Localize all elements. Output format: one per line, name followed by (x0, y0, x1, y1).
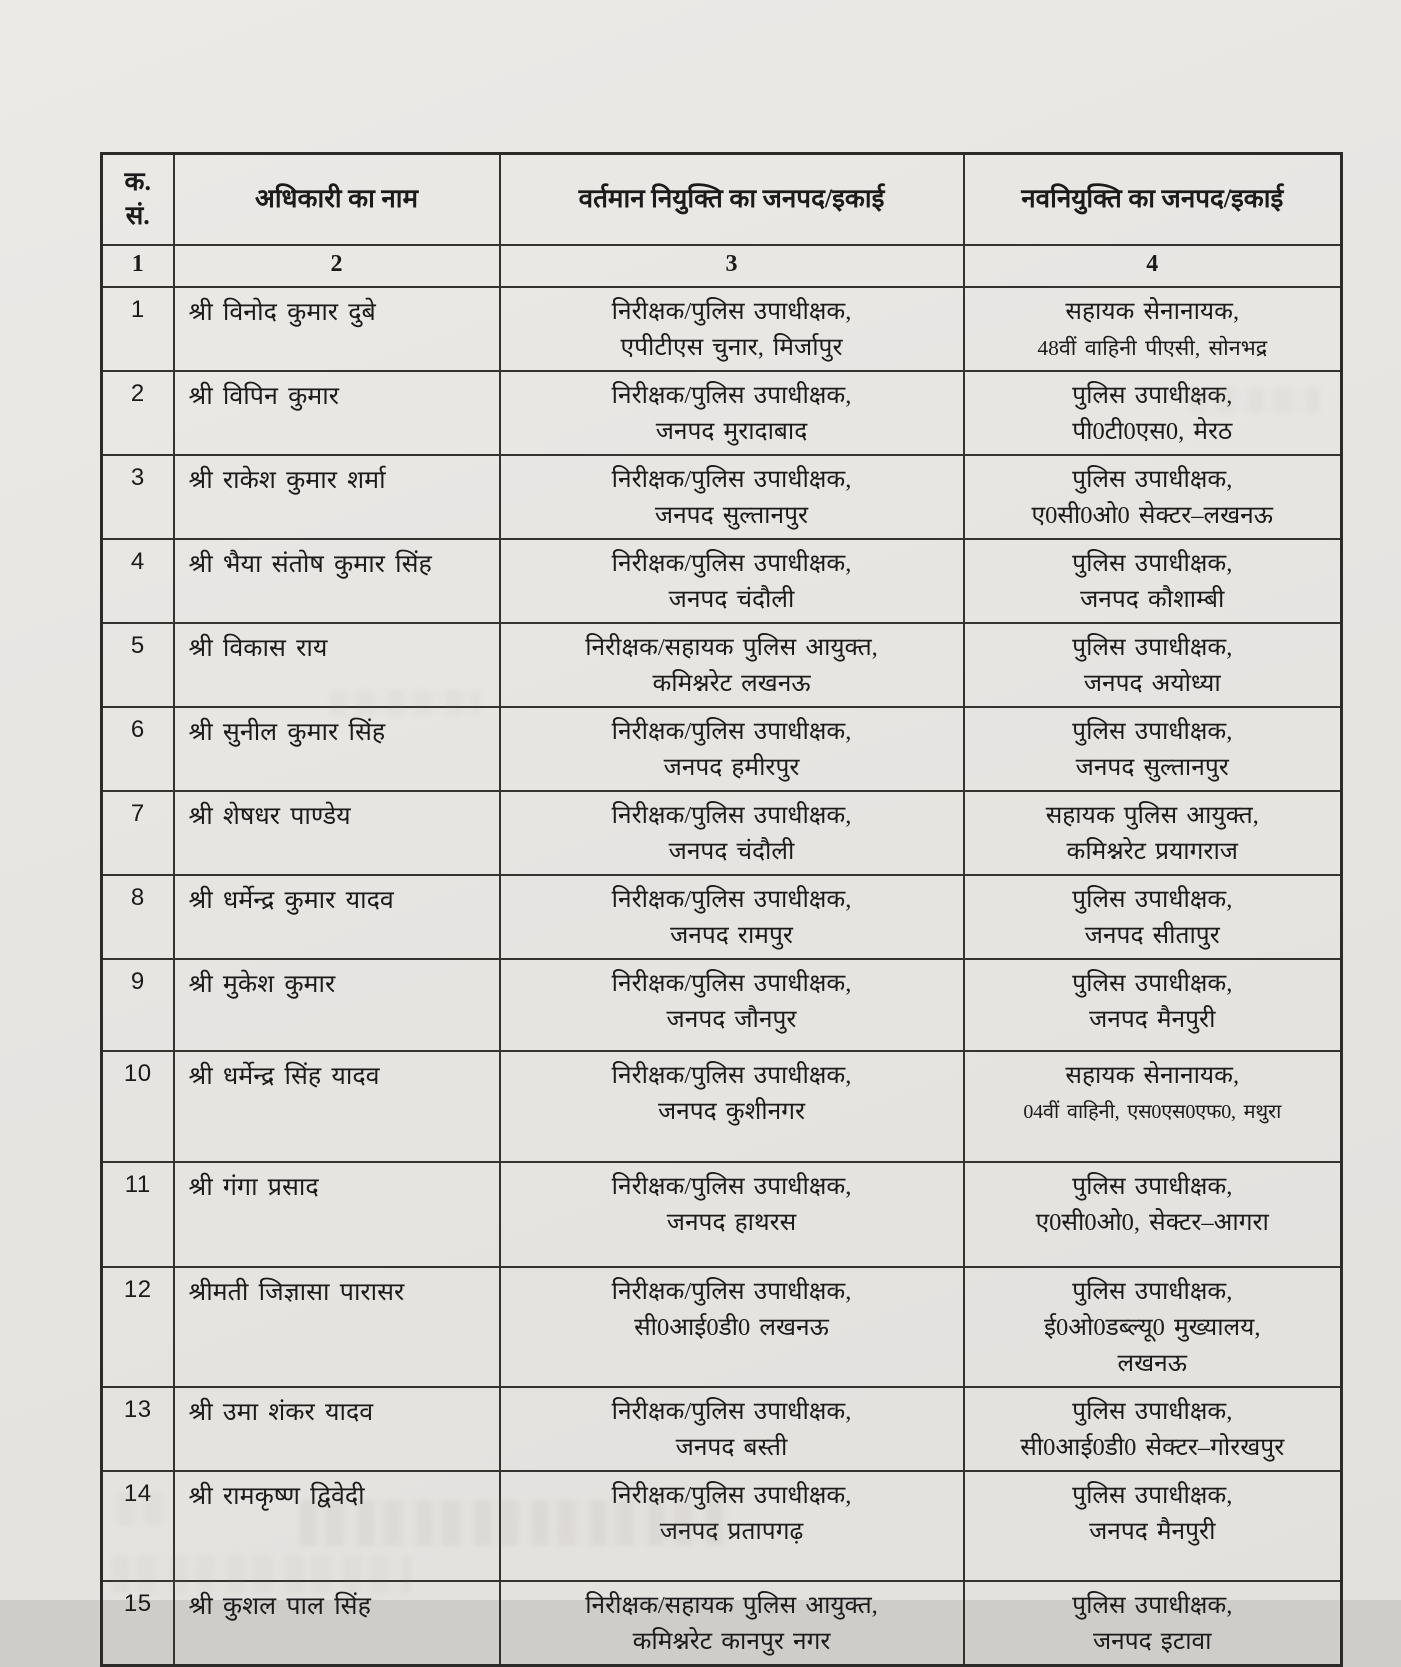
new-posting-cell (964, 539, 1342, 623)
current-posting-cell (500, 875, 964, 959)
officer-name-cell: श्रीमती जिज्ञासा पारासर (174, 1267, 500, 1387)
new-posting-cell (964, 455, 1342, 539)
column-number-cell: 4 (964, 245, 1342, 287)
posting-line: जनपद चंदौली (668, 837, 795, 865)
posting-line: पी0टी0एस0, मेरठ (1072, 417, 1233, 445)
posting-line: 04वीं वाहिनी, एस0एस0एफ0, मथुरा (1023, 1100, 1282, 1123)
posting-line: जनपद कौशाम्बी (1080, 585, 1225, 613)
table-row (102, 1471, 1342, 1581)
officer-name-cell: श्री विपिन कुमार (174, 371, 500, 455)
officer-name-cell: श्री उमा शंकर यादव (174, 1387, 500, 1471)
posting-line: जनपद रामपुर (670, 921, 793, 949)
posting-line: कमिश्नरेट लखनऊ (652, 669, 811, 697)
new-posting-cell (964, 1387, 1342, 1471)
posting-line: जनपद हमीरपुर (663, 753, 800, 781)
posting-line: निरीक्षक/पुलिस उपाधीक्षक, (611, 717, 852, 745)
serial-cell: 2 (102, 371, 174, 455)
posting-line: 48वीं वाहिनी पीएसी, सोनभद्र (1037, 335, 1268, 360)
header-serial-line: क. (124, 167, 151, 197)
table-row (102, 455, 1342, 539)
new-posting-cell (964, 959, 1342, 1051)
table-row (102, 539, 1342, 623)
table-row (102, 1267, 1342, 1387)
posting-line: जनपद इटावा (1092, 1627, 1212, 1655)
column-number-cell: 2 (174, 245, 500, 287)
posting-line: सहायक पुलिस आयुक्त, (1045, 801, 1259, 829)
posting-line: जनपद सीतापुर (1084, 921, 1220, 949)
header-new-posting-cell: नवनियुक्ति का जनपद/इकाई (964, 154, 1342, 245)
posting-line: जनपद सुल्तानपुर (1075, 753, 1229, 781)
serial-cell: 8 (102, 875, 174, 959)
posting-line: जनपद अयोध्या (1083, 669, 1221, 697)
posting-line: जनपद मुरादाबाद (655, 417, 808, 445)
posting-line: पुलिस उपाधीक्षक, (1072, 465, 1233, 493)
current-posting-cell (500, 455, 964, 539)
table-row (102, 623, 1342, 707)
officer-name-cell: श्री रामकृष्ण द्विवेदी (174, 1471, 500, 1581)
posting-line: जनपद बस्ती (675, 1433, 788, 1461)
posting-line: ई0ओ0डब्ल्यू0 मुख्यालय, (1044, 1313, 1261, 1341)
serial-cell: 1 (102, 287, 174, 371)
posting-line: सहायक सेनानायक, (1065, 1061, 1240, 1089)
posting-line: पुलिस उपाधीक्षक, (1072, 1397, 1233, 1425)
table-header (102, 154, 1342, 245)
posting-line: सहायक सेनानायक, (1065, 297, 1240, 325)
new-posting-cell (964, 875, 1342, 959)
current-posting-cell (500, 287, 964, 371)
posting-line: निरीक्षक/पुलिस उपाधीक्षक, (611, 381, 852, 409)
new-posting-cell (964, 623, 1342, 707)
new-posting-cell (964, 1267, 1342, 1387)
transfer-order-table (100, 152, 1343, 1667)
posting-line: पुलिस उपाधीक्षक, (1072, 1172, 1233, 1200)
current-posting-cell (500, 707, 964, 791)
serial-cell: 11 (102, 1162, 174, 1267)
posting-line: जनपद सुल्तानपुर (654, 501, 809, 529)
posting-line: कमिश्नरेट प्रयागराज (1066, 837, 1238, 865)
table-header-row (102, 154, 1342, 245)
current-posting-cell (500, 1471, 964, 1581)
posting-line: जनपद मैनपुरी (1089, 1517, 1216, 1545)
current-posting-cell (500, 1051, 964, 1162)
current-posting-cell (500, 371, 964, 455)
current-posting-cell (500, 959, 964, 1051)
table-row (102, 959, 1342, 1051)
posting-line: सी0आई0डी0 लखनऊ (634, 1313, 829, 1341)
officer-name-cell: श्री धर्मेन्द्र कुमार यादव (174, 875, 500, 959)
column-number-row (102, 245, 1342, 287)
serial-cell: 9 (102, 959, 174, 1051)
serial-cell: 6 (102, 707, 174, 791)
posting-line: निरीक्षक/पुलिस उपाधीक्षक, (611, 1481, 852, 1509)
serial-cell: 4 (102, 539, 174, 623)
officer-name-cell: श्री सुनील कुमार सिंह (174, 707, 500, 791)
posting-line: ए0सी0ओ0 सेक्टर–लखनऊ (1031, 501, 1273, 529)
posting-line: निरीक्षक/सहायक पुलिस आयुक्त, (585, 633, 878, 661)
officer-name-cell: श्री गंगा प्रसाद (174, 1162, 500, 1267)
posting-line: निरीक्षक/पुलिस उपाधीक्षक, (611, 1397, 852, 1425)
posting-line: पुलिस उपाधीक्षक, (1072, 1481, 1233, 1509)
officer-name-cell: श्री राकेश कुमार शर्मा (174, 455, 500, 539)
posting-line: निरीक्षक/पुलिस उपाधीक्षक, (611, 885, 852, 913)
serial-cell: 7 (102, 791, 174, 875)
posting-line: सी0आई0डी0 सेक्टर–गोरखपुर (1020, 1433, 1285, 1461)
new-posting-cell (964, 1471, 1342, 1581)
current-posting-cell (500, 623, 964, 707)
posting-line: निरीक्षक/पुलिस उपाधीक्षक, (611, 465, 852, 493)
column-number-cell: 3 (500, 245, 964, 287)
posting-line: पुलिस उपाधीक्षक, (1072, 1591, 1233, 1619)
new-posting-cell (964, 1162, 1342, 1267)
posting-line: पुलिस उपाधीक्षक, (1072, 633, 1233, 661)
current-posting-cell (500, 1162, 964, 1267)
serial-cell: 14 (102, 1471, 174, 1581)
column-number-cell: 1 (102, 245, 174, 287)
table-row (102, 875, 1342, 959)
table-row (102, 371, 1342, 455)
table-body (102, 245, 1342, 1666)
posting-line: जनपद चंदौली (668, 585, 795, 613)
new-posting-cell (964, 707, 1342, 791)
current-posting-cell (500, 1581, 964, 1666)
posting-line: निरीक्षक/पुलिस उपाधीक्षक, (611, 1061, 852, 1089)
table-row (102, 1051, 1342, 1162)
new-posting-cell (964, 371, 1342, 455)
posting-line: पुलिस उपाधीक्षक, (1072, 969, 1233, 997)
posting-line: निरीक्षक/पुलिस उपाधीक्षक, (611, 549, 852, 577)
posting-line: जनपद जौनपुर (666, 1005, 797, 1033)
posting-line: पुलिस उपाधीक्षक, (1072, 381, 1233, 409)
table-row (102, 791, 1342, 875)
header-serial-line: सं. (125, 201, 150, 231)
posting-line: निरीक्षक/पुलिस उपाधीक्षक, (611, 297, 852, 325)
serial-cell: 5 (102, 623, 174, 707)
new-posting-cell (964, 287, 1342, 371)
posting-line: कमिश्नरेट कानपुर नगर (632, 1627, 831, 1655)
posting-line: निरीक्षक/पुलिस उपाधीक्षक, (611, 969, 852, 997)
officer-name-cell: श्री विकास राय (174, 623, 500, 707)
posting-line: जनपद मैनपुरी (1089, 1005, 1216, 1033)
posting-line: ए0सी0ओ0, सेक्टर–आगरा (1035, 1208, 1269, 1236)
posting-line: पुलिस उपाधीक्षक, (1072, 885, 1233, 913)
current-posting-cell (500, 1267, 964, 1387)
serial-cell: 3 (102, 455, 174, 539)
posting-line: निरीक्षक/पुलिस उपाधीक्षक, (611, 1277, 852, 1305)
posting-line: निरीक्षक/पुलिस उपाधीक्षक, (611, 801, 852, 829)
posting-line: जनपद हाथरस (666, 1208, 797, 1236)
serial-cell: 13 (102, 1387, 174, 1471)
current-posting-cell (500, 1387, 964, 1471)
header-current-posting-cell: वर्तमान नियुक्ति का जनपद/इकाई (500, 154, 964, 245)
posting-line: जनपद कुशीनगर (657, 1097, 806, 1125)
current-posting-cell (500, 791, 964, 875)
officer-name-cell: श्री शेषधर पाण्डेय (174, 791, 500, 875)
officer-name-cell: श्री मुकेश कुमार (174, 959, 500, 1051)
header-serial-cell (102, 154, 174, 245)
new-posting-cell (964, 1581, 1342, 1666)
table-row (102, 707, 1342, 791)
serial-cell: 15 (102, 1581, 174, 1666)
posting-line: लखनऊ (1117, 1349, 1187, 1377)
officer-name-cell: श्री धर्मेन्द्र सिंह यादव (174, 1051, 500, 1162)
posting-line: पुलिस उपाधीक्षक, (1072, 549, 1233, 577)
new-posting-cell (964, 1051, 1342, 1162)
posting-line: निरीक्षक/सहायक पुलिस आयुक्त, (585, 1591, 878, 1619)
posting-line: एपीटीएस चुनार, मिर्जापुर (620, 333, 843, 361)
table-row (102, 1162, 1342, 1267)
posting-line: जनपद प्रतापगढ़ (659, 1517, 804, 1545)
posting-line: पुलिस उपाधीक्षक, (1072, 717, 1233, 745)
table-row (102, 287, 1342, 371)
table-row (102, 1387, 1342, 1471)
officer-name-cell: श्री विनोद कुमार दुबे (174, 287, 500, 371)
officer-name-cell: श्री कुशल पाल सिंह (174, 1581, 500, 1666)
posting-line: पुलिस उपाधीक्षक, (1072, 1277, 1233, 1305)
header-name-cell: अधिकारी का नाम (174, 154, 500, 245)
new-posting-cell (964, 791, 1342, 875)
serial-cell: 12 (102, 1267, 174, 1387)
officer-name-cell: श्री भैया संतोष कुमार सिंह (174, 539, 500, 623)
serial-cell: 10 (102, 1051, 174, 1162)
current-posting-cell (500, 539, 964, 623)
posting-line: निरीक्षक/पुलिस उपाधीक्षक, (611, 1172, 852, 1200)
table-row (102, 1581, 1342, 1666)
